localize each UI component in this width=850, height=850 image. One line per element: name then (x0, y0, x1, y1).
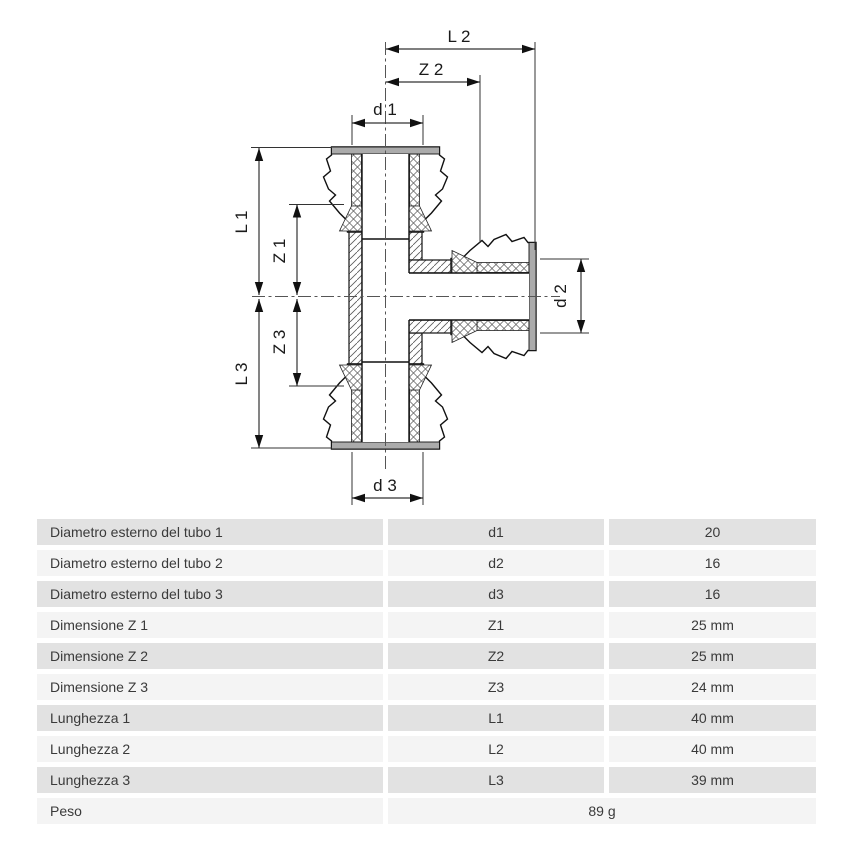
branch-wall-top (409, 260, 452, 273)
table-row (37, 612, 816, 638)
label-Z1: Z 1 (270, 238, 289, 264)
table-cell-symbol: L3 (388, 767, 604, 793)
table-cell-value: 16 (609, 550, 816, 576)
table-cell-value: 40 mm (609, 705, 816, 731)
label-L1: L 1 (232, 210, 251, 234)
label-Z2: Z 2 (418, 60, 444, 79)
table-cell-value: 40 mm (609, 736, 816, 762)
table-cell-symbol: d2 (388, 550, 604, 576)
table-cell-value: 25 mm (609, 612, 816, 638)
table-cell-symbol: L1 (388, 705, 604, 731)
table-cell-label: Diametro esterno del tubo 2 (37, 550, 383, 576)
table-row (37, 705, 816, 731)
table-cell-value: 39 mm (609, 767, 816, 793)
table-cell-label: Lunghezza 3 (37, 767, 383, 793)
label-d3: d 3 (373, 476, 397, 495)
table-cell-symbol: d3 (388, 581, 604, 607)
label-d2: d 2 (551, 284, 570, 308)
table-cell-label: Dimensione Z 1 (37, 612, 383, 638)
table-cell-symbol: Z3 (388, 674, 604, 700)
table-cell-value: 25 mm (609, 643, 816, 669)
table-cell-symbol: Z1 (388, 612, 604, 638)
table-cell-symbol: L2 (388, 736, 604, 762)
label-Z3: Z 3 (270, 329, 289, 355)
table-cell-label: Lunghezza 2 (37, 736, 383, 762)
table-row (37, 736, 816, 762)
table-row (37, 798, 816, 824)
table-cell-label: Lunghezza 1 (37, 705, 383, 731)
table-cell-label: Diametro esterno del tubo 3 (37, 581, 383, 607)
label-L3: L 3 (232, 362, 251, 386)
label-d1: d 1 (373, 100, 397, 119)
body-wall-right-upper (409, 228, 422, 260)
label-L2: L 2 (447, 27, 471, 46)
branch-wall-bottom (409, 320, 452, 333)
table-cell-value: 16 (609, 581, 816, 607)
spec-table (37, 519, 816, 829)
table-cell-symbol: Z2 (388, 643, 604, 669)
table-cell-value: 20 (609, 519, 816, 545)
table-cell-value: 24 mm (609, 674, 816, 700)
table-row (37, 643, 816, 669)
table-cell-value-merged: 89 g (388, 798, 816, 824)
body-wall-right-lower (409, 333, 422, 364)
table-cell-label: Dimensione Z 2 (37, 643, 383, 669)
table-row (37, 674, 816, 700)
table-row (37, 581, 816, 607)
fitting-bores (362, 154, 529, 442)
table-cell-label: Diametro esterno del tubo 1 (37, 519, 383, 545)
table-cell-label: Dimensione Z 3 (37, 674, 383, 700)
table-row (37, 519, 816, 545)
table-row (37, 767, 816, 793)
table-cell-label: Peso (37, 798, 383, 824)
table-row (37, 550, 816, 576)
table-cell-symbol: d1 (388, 519, 604, 545)
